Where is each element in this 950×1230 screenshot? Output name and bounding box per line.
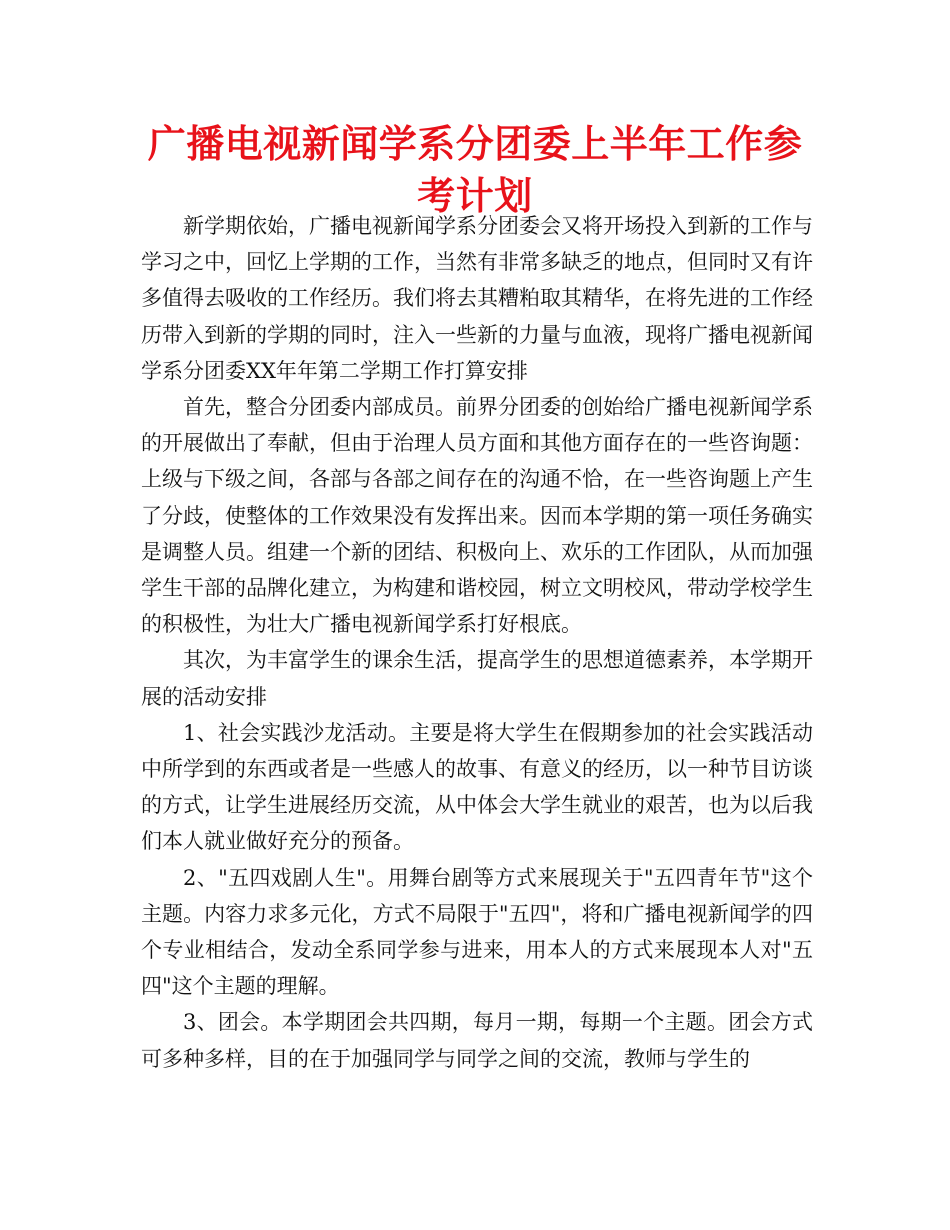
paragraph-second: 其次，为丰富学生的课余生活，提高学生的思想道德素养，本学期开展的活动安排 xyxy=(141,648,813,709)
list-item-2: 2、"五四戏剧人生"。用舞台剧等方式来展现关于"五四青年节"这个主题。内容力求多元化，方式不局限于"五四"，将和广播电视新闻学的四个专业相结合，发动全系同学参与进来，用本人的方式来展现本人对"五四"这个主题的理解。 xyxy=(141,865,813,999)
list-item-3: 3、团会。本学期团会共四期，每月一期，每期一个主题。团会方式可多种多样，目的在于加强同学与同学之间的交流，教师与学生的 xyxy=(141,1010,813,1071)
paragraph-intro: 新学期依始，广播电视新闻学系分团委会又将开场投入到新的工作与学习之中，回忆上学期的工作，当然有非常多缺乏的地点，但同时又有许多值得去吸收的工作经历。我们将去其糟粕取其精华，在将先进的工作经历带入到新的学期的同时，注入一些新的力量与血液，现将广播电视新闻学系分团委XX年年第二学期工作打算安排 xyxy=(141,214,813,383)
paragraph-first: 首先，整合分团委内部成员。前界分团委的创始给广播电视新闻学系的开展做出了奉献，但由于治理人员方面和其他方面存在的一些咨询题：上级与下级之间，各部与各部之间存在的沟通不恰，在一些咨询题上产生了分歧，使整体的工作效果没有发挥出来。因而本学期的第一项任务确实是调整人员。组建一个新的团结、积极向上、欢乐的工作团队，从而加强学生干部的品牌化建立，为构建和谐校园，树立文明校风，带动学校学生的积极性，为壮大广播电视新闻学系打好根底。 xyxy=(141,395,813,637)
list-item-1: 1、社会实践沙龙活动。主要是将大学生在假期参加的社会实践活动中所学到的东西或者是一些感人的故事、有意义的经历，以一种节目访谈的方式，让学生进展经历交流，从中体会大学生就业的艰苦，也为以后我们本人就业做好充分的预备。 xyxy=(141,720,813,854)
document-title: 广播电视新闻学系分团委上半年工作参考计划 xyxy=(147,122,803,218)
document-body xyxy=(141,208,813,1077)
